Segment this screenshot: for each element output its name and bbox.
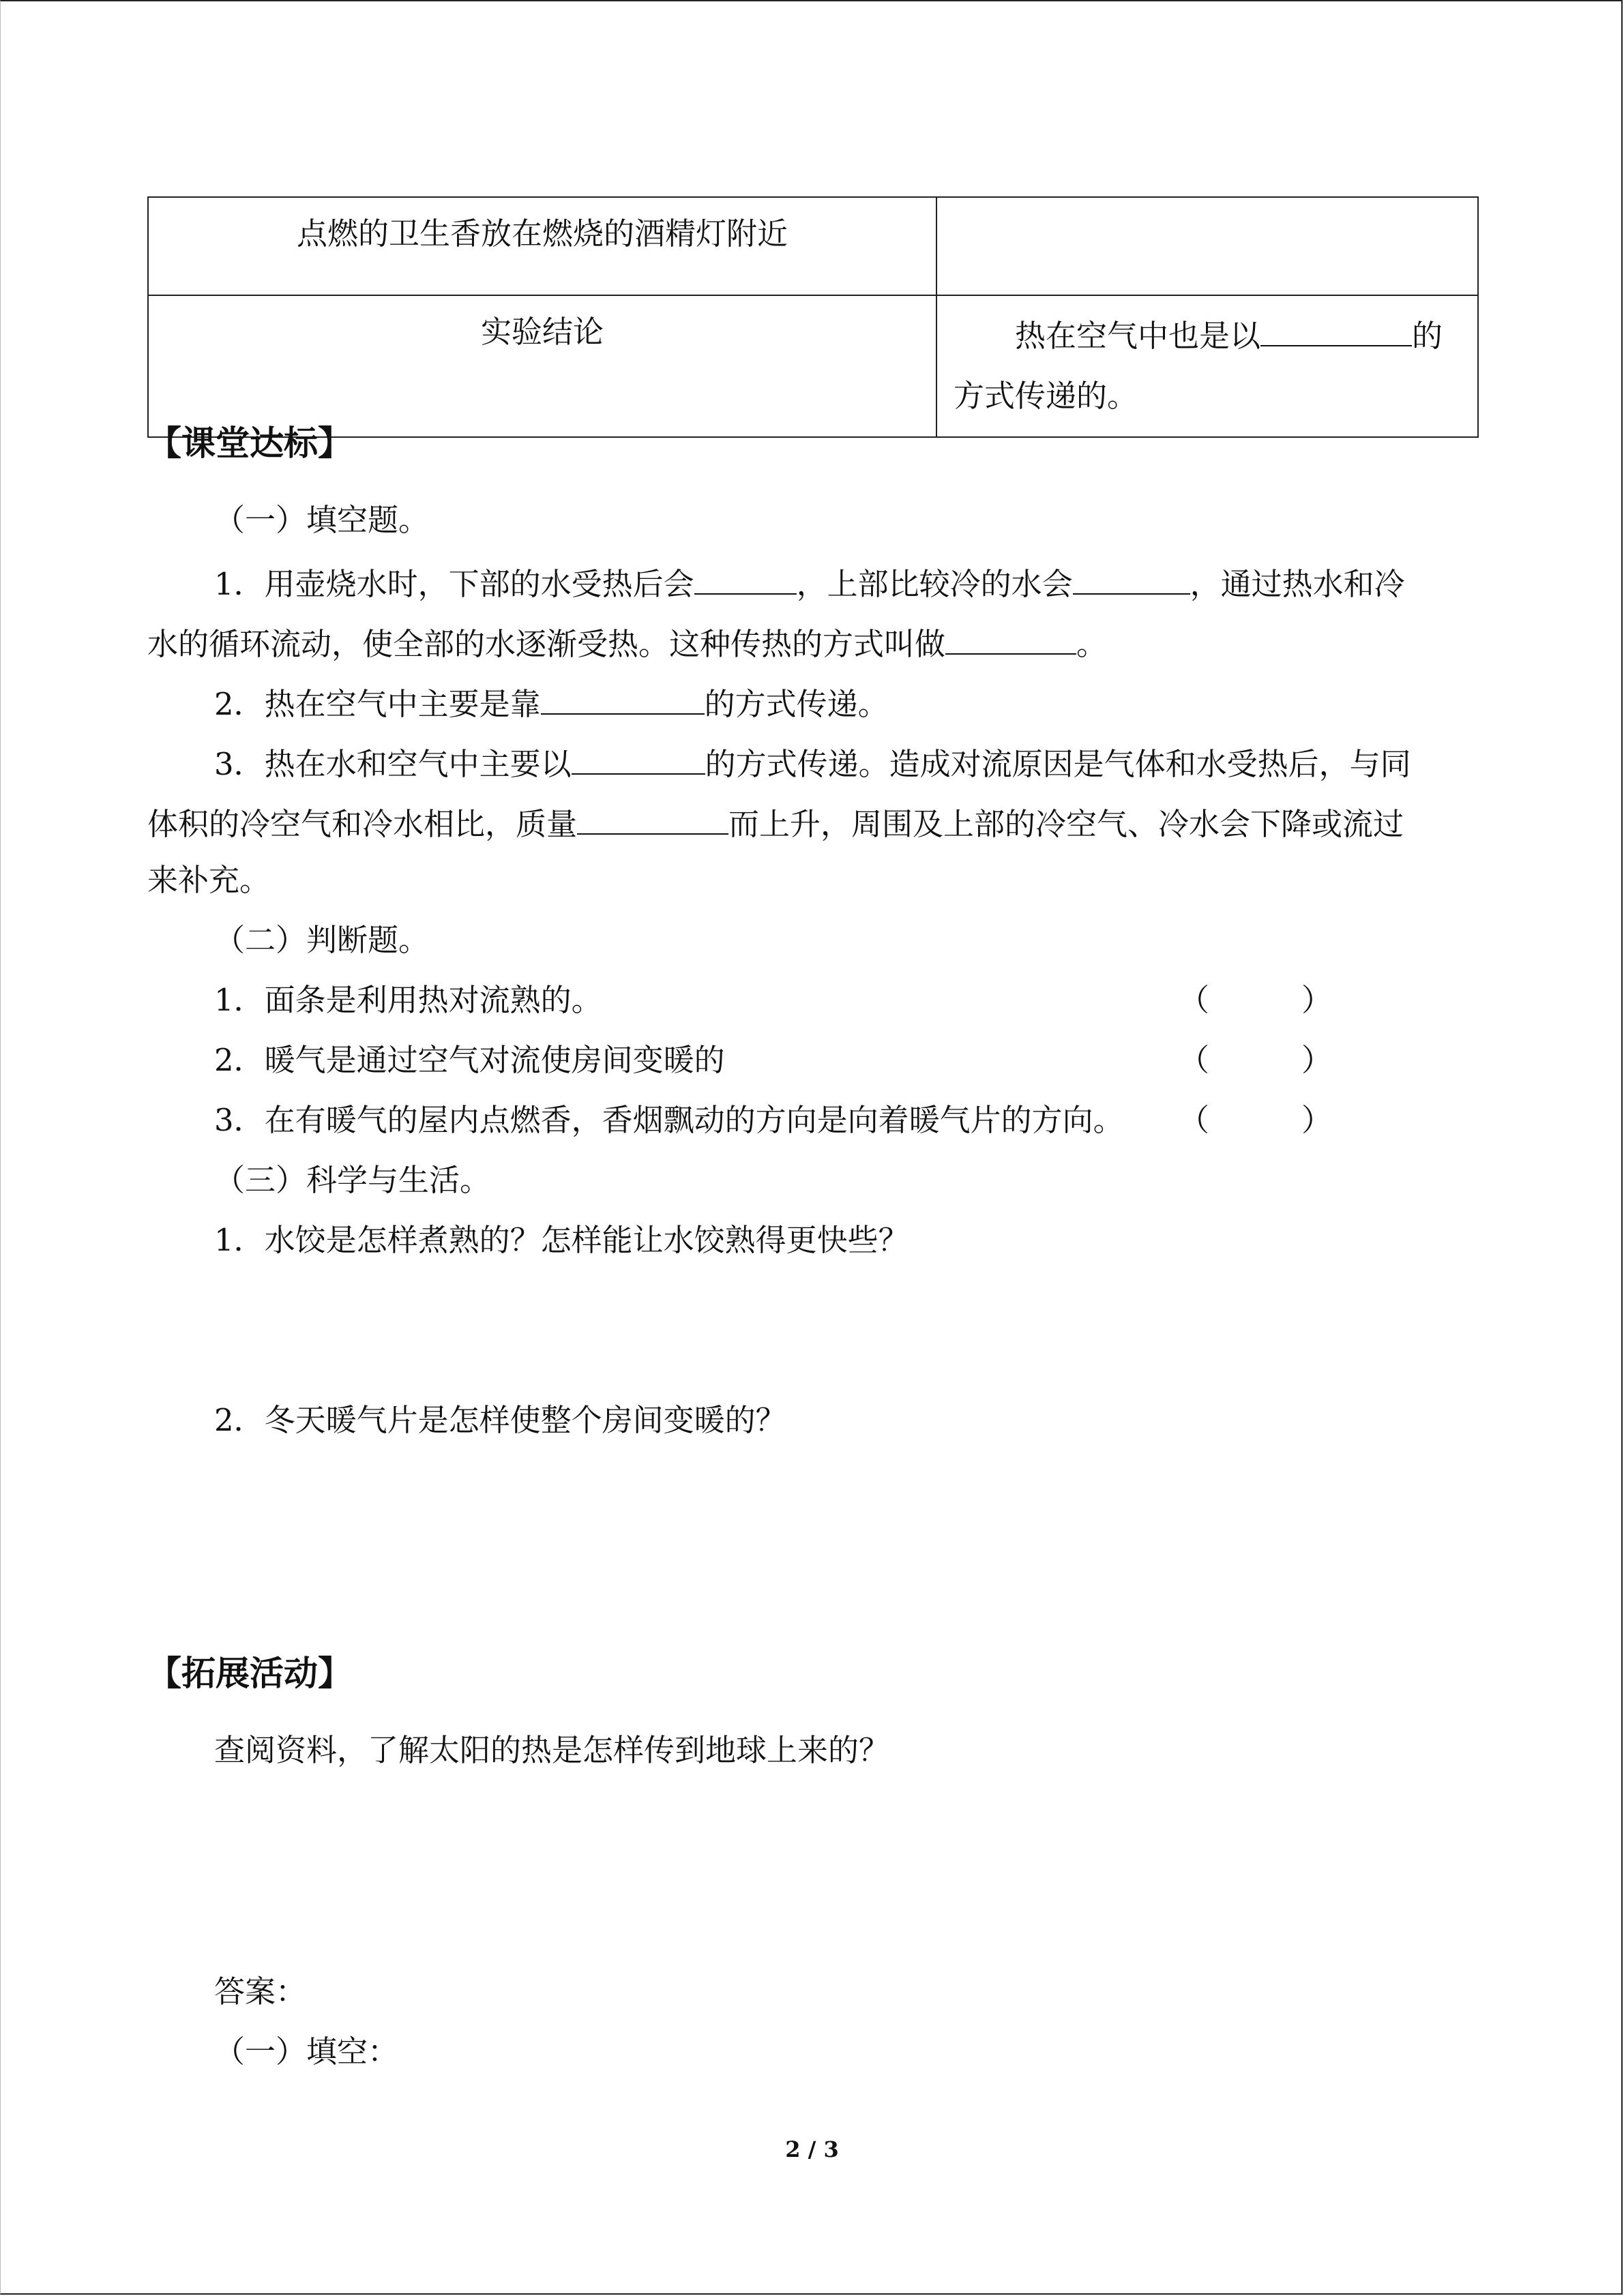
answer-paren[interactable]: （ ） (1179, 982, 1333, 1018)
q3-text-c: 体积的冷空气和冷水相比，质量 (147, 806, 578, 842)
section-title-extend: 【拓展活动】 (147, 1654, 352, 1693)
answer-paren[interactable]: （ ） (1179, 1042, 1333, 1078)
q2-text-b: 的方式传递。 (704, 686, 889, 722)
q2-text-a: 2．热在空气中主要是靠 (214, 686, 541, 722)
conclusion-text-b: 的 (1412, 318, 1443, 354)
fill-section-title: （一）填空题。 (214, 502, 430, 538)
question-3-line-1 (147, 745, 1477, 782)
judge-item-1 (147, 982, 1477, 1018)
question-3-line-2 (147, 805, 1477, 842)
judge-text: 1．面条是利用热对流熟的。 (214, 982, 602, 1018)
q1-text-a: 1．用壶烧水时，下部的水受热后会 (214, 566, 694, 602)
judge-section-title: （二）判断题。 (214, 922, 430, 958)
judge-text: 3．在有暖气的屋内点燃香，香烟飘动的方向是向着暖气片的方向。 (214, 1102, 1124, 1138)
answer-blank[interactable] (945, 625, 1076, 655)
question-1-line-1 (147, 565, 1477, 602)
question-3-line-3: 来补充。 (147, 862, 271, 898)
answers-label: 答案： (214, 1973, 307, 2010)
page-number: 2 / 3 (785, 2136, 839, 2162)
document-body (147, 196, 1477, 2070)
judge-item-2 (147, 1042, 1477, 1078)
table-cell-conclusion-label: 实验结论 (148, 295, 936, 437)
answer-blank[interactable] (694, 565, 797, 595)
section-title-classroom: 【课堂达标】 (147, 423, 352, 463)
table-cell-conclusion (936, 295, 1478, 437)
life-question-1: 1．水饺是怎样煮熟的？怎样能让水饺熟得更快些？ (214, 1222, 909, 1258)
answer-blank[interactable] (541, 685, 705, 715)
q3-text-a: 3．热在水和空气中主要以 (214, 746, 572, 782)
answer-blank[interactable] (1073, 565, 1190, 595)
conclusion-text-a: 热在空气中也是以 (1015, 318, 1261, 354)
answer-blank[interactable] (577, 805, 728, 835)
conclusion-line (954, 316, 1461, 354)
judge-text: 2．暖气是通过空气对流使房间变暖的 (214, 1042, 725, 1078)
question-2 (147, 685, 1477, 722)
q1-text-d: 水的循环流动，使全部的水逐渐受热。这种传热的方式叫做 (147, 626, 946, 662)
answer-paren[interactable]: （ ） (1179, 1102, 1333, 1138)
conclusion-text-c: 方式传递的。 (954, 378, 1138, 414)
table-row (148, 197, 1478, 295)
life-section-title: （三）科学与生活。 (214, 1162, 491, 1198)
answers-fill-title: （一）填空： (214, 2033, 399, 2070)
answer-blank[interactable] (1260, 316, 1412, 346)
life-question-2: 2．冬天暖气片是怎样使整个房间变暖的？ (214, 1402, 786, 1438)
q3-text-d: 而上升，周围及上部的冷空气、冷水会下降或流过 (728, 806, 1404, 842)
extend-question: 查阅资料，了解太阳的热是怎样传到地球上来的？ (214, 1732, 890, 1768)
experiment-table (147, 196, 1479, 438)
answer-blank[interactable] (572, 745, 705, 775)
q1-text-b: ，上部比较冷的水会 (796, 566, 1073, 602)
judge-item-3 (147, 1102, 1477, 1138)
table-cell-phenomenon (936, 197, 1478, 295)
q1-text-c: ，通过热水和冷 (1190, 566, 1405, 602)
q3-text-b: 的方式传递。造成对流原因是气体和水受热后，与同 (705, 746, 1411, 782)
q1-text-e: 。 (1076, 626, 1108, 662)
question-1-line-2 (147, 625, 1477, 662)
table-cell-experiment: 点燃的卫生香放在燃烧的酒精灯附近 (148, 197, 936, 295)
